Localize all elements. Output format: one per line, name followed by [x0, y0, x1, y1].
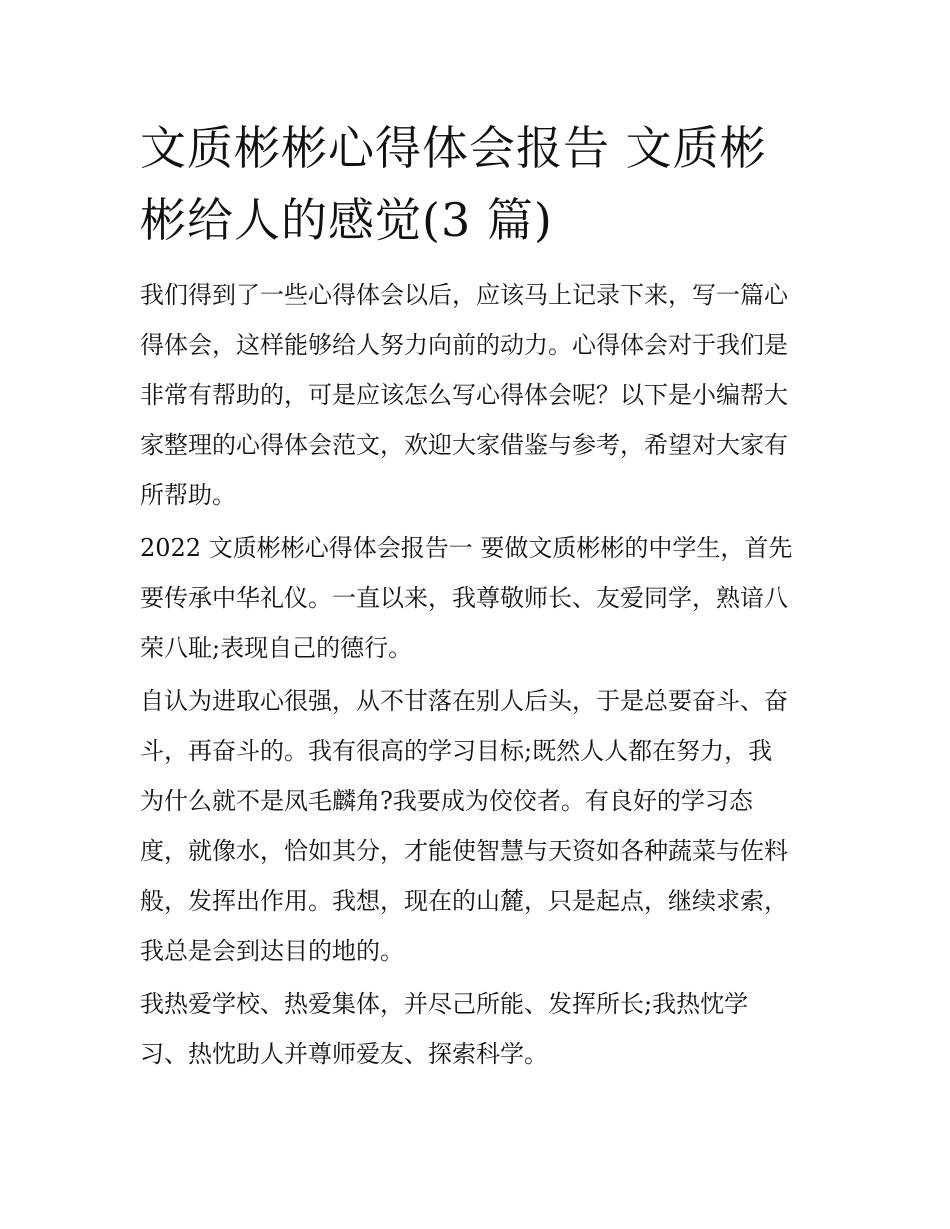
- paragraph-ambition: [140, 676, 812, 976]
- document-title: [140, 112, 812, 256]
- text-line: 我们得到了一些心得体会以后，应该马上记录下来，写一篇心: [140, 281, 788, 309]
- title-line: 彬给人的感觉(3 篇): [140, 193, 553, 247]
- text-line: 荣八耻;表现自己的德行。: [140, 634, 413, 662]
- text-line: 家整理的心得体会范文，欢迎大家借鉴与参考，希望对大家有: [140, 431, 788, 459]
- document-page: [140, 112, 812, 1082]
- paragraph-report-one: [140, 523, 812, 673]
- text-line: 得体会，这样能够给人努力向前的动力。心得体会对于我们是: [140, 331, 788, 359]
- text-line: 自认为进取心很强，从不甘落在别人后头，于是总要奋斗、奋: [140, 687, 788, 715]
- paragraph-intro: [140, 270, 812, 520]
- text-line: 要传承中华礼仪。一直以来，我尊敬师长、友爱同学，熟谙八: [140, 584, 788, 612]
- title-line: 文质彬彬心得体会报告 文质彬: [140, 121, 767, 175]
- text-line: 为什么就不是凤毛麟角?我要成为佼佼者。有良好的学习态: [140, 787, 753, 815]
- text-line: 般，发挥出作用。我想，现在的山麓，只是起点，继续求索，: [140, 887, 788, 915]
- text-line: 度，就像水，恰如其分，才能使智慧与天资如各种蔬菜与佐料: [140, 837, 788, 865]
- text-line: 斗，再奋斗的。我有很高的学习目标;既然人人都在努力，我: [140, 737, 773, 765]
- text-line: 我总是会到达目的地的。: [140, 937, 404, 965]
- text-line: 我热爱学校、热爱集体，并尽己所能、发挥所长;我热忱学: [140, 990, 749, 1018]
- text-line: 2022 文质彬彬心得体会报告一 要做文质彬彬的中学生，首先: [140, 534, 793, 562]
- text-line: 习、热忱助人并尊师爱友、探索科学。: [140, 1040, 548, 1068]
- text-line: 非常有帮助的，可是应该怎么写心得体会呢？以下是小编帮大: [140, 381, 788, 409]
- paragraph-school: [140, 979, 812, 1079]
- text-line: 所帮助。: [140, 481, 236, 509]
